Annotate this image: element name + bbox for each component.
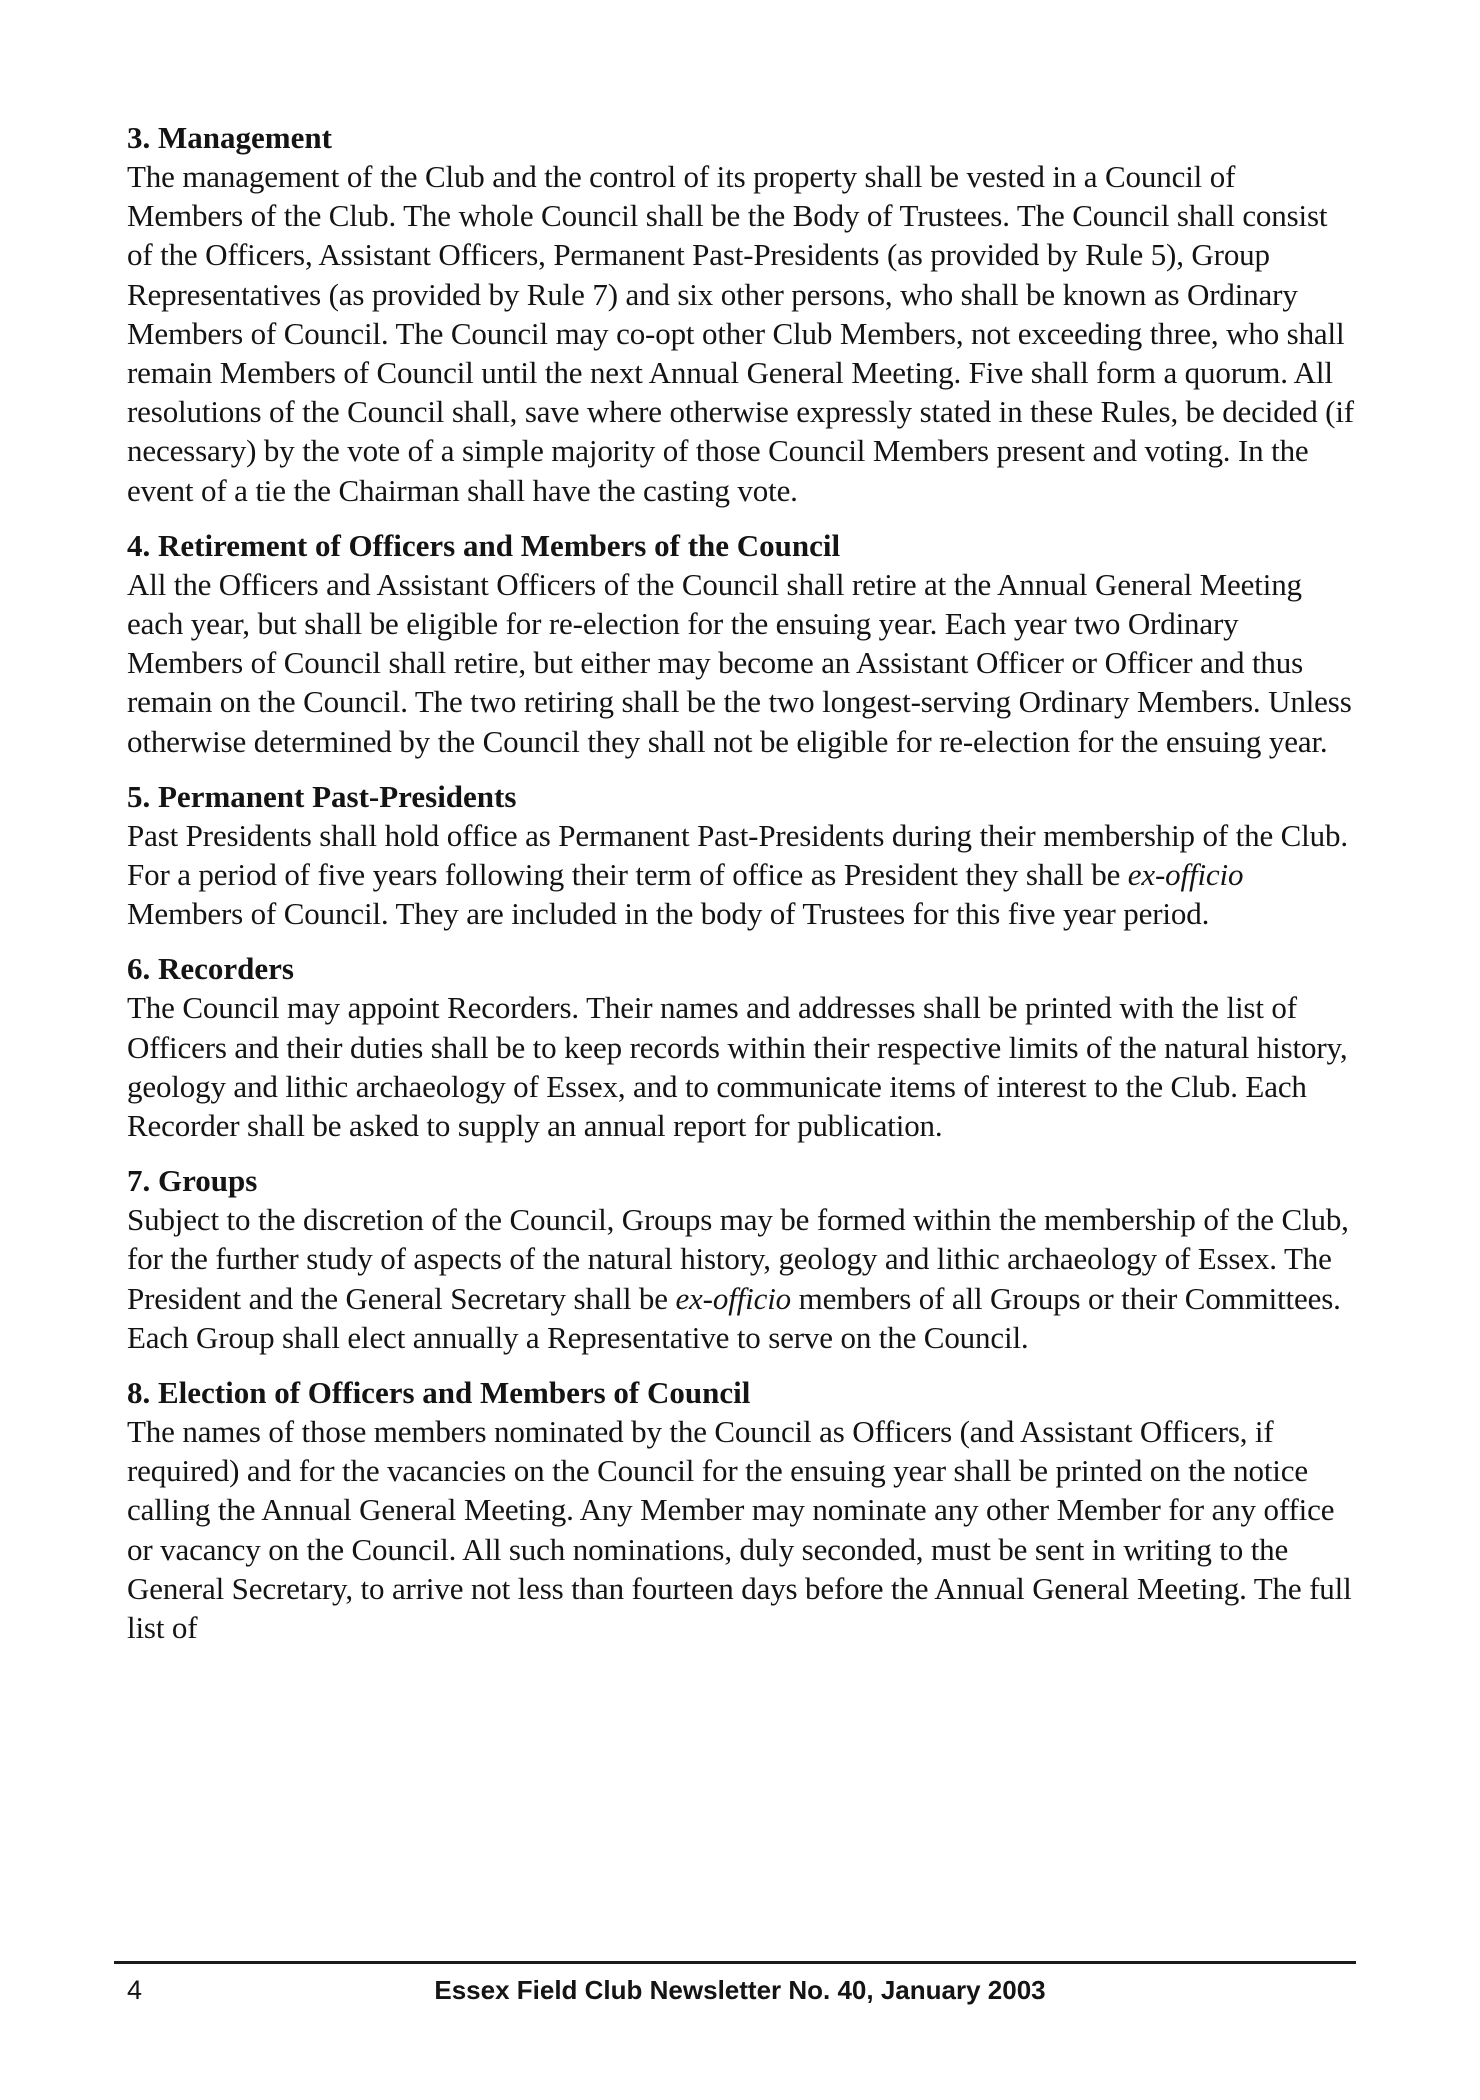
section-heading: 5. Permanent Past-Presidents [127,778,517,814]
section-text: The management of the Club and the control of its property shall be vested in a Council of Members of the Club. The whole Council shall be the Body of Trustees. The Council shall consist of the Officers, Assistant Officers, Permanent Past-Presidents (as provided by Rule 5), Group Representatives (as provided by Rule 7) and six other persons, who shall be known as Ordinary Members of Council. The Council may co-opt other Club Members, not exceeding three, who shall remain Members of Council until the next Annual General Meeting. Five shall form a quorum. All resolutions of the Council shall, save where otherwise expressly stated in these Rules, be decided (if necessary) by the vote of a simple majority of those Council Members present and voting. In the event of a tie the Chairman shall have the casting vote. [127,159,1354,508]
footer-divider [114,1961,1356,1964]
section-heading: 6. Recorders [127,951,294,987]
section-text: Past Presidents shall hold office as Permanent Past-Presidents during their membership of the Club. For a period of five years following their term of office as President they shall be ex-officio Members of Council. They are included in the body of Trustees for this five year period. [127,817,1348,932]
section-heading: 8. Election of Officers and Members of Council [127,1375,751,1411]
section-recorders [127,949,1357,1145]
section-text: All the Officers and Assistant Officers of the Council shall retire at the Annual General Meeting each year, but shall be eligible for re-election for the ensuing year. Each year two Ordinary Members of Council shall retire, but either may become an Assistant Officer or Officer and thus remain on the Council. The two retiring shall be the two longest-serving Ordinary Members. Unless otherwise determined by the Council they shall not be eligible for re-election for the ensuing year. [127,566,1352,759]
italic-term: ex-officio [675,1280,792,1316]
document-page [127,118,1357,1663]
page-number: 4 [127,1975,143,2005]
section-text: The names of those members nominated by the Council as Officers (and Assistant Officers, if required) and for the vacancies on the Council for the ensuing year shall be printed on the notice calling the Annual General Meeting. Any Member may nominate any other Member for any office or vacancy on the Council. All such nominations, duly seconded, must be sent in writing to the General Secretary, to arrive not less than fourteen days before the Annual General Meeting. The full list of [127,1414,1352,1646]
section-text: Subject to the discretion of the Council, Groups may be formed within the membership of the Club, for the further study of aspects of the natural history, geology and lithic archaeology of Essex. The President and the General Secretary shall be ex-officio members of all Groups or their Committees. Each Group shall elect annually a Representative to serve on the Council. [127,1202,1349,1355]
section-heading: 4. Retirement of Officers and Members of the Council [127,527,841,563]
section-management [127,118,1357,510]
italic-term: ex-officio [1127,857,1244,893]
section-groups [127,1161,1357,1357]
section-election [127,1373,1357,1647]
section-text: The Council may appoint Recorders. Their names and addresses shall be printed with the list of Officers and their duties shall be to keep records within their respective limits of the natural history, geology and lithic archaeology of Essex, and to communicate items of interest to the Club. Each Recorder shall be asked to supply an annual report for publication. [127,990,1348,1144]
publication-footer: Essex Field Club Newsletter No. 40, January 2003 [434,1975,1046,2005]
section-heading: 3. Management [127,120,332,155]
section-retirement [127,526,1357,761]
section-permanent-past-presidents [127,777,1357,934]
section-heading: 7. Groups [127,1163,258,1199]
